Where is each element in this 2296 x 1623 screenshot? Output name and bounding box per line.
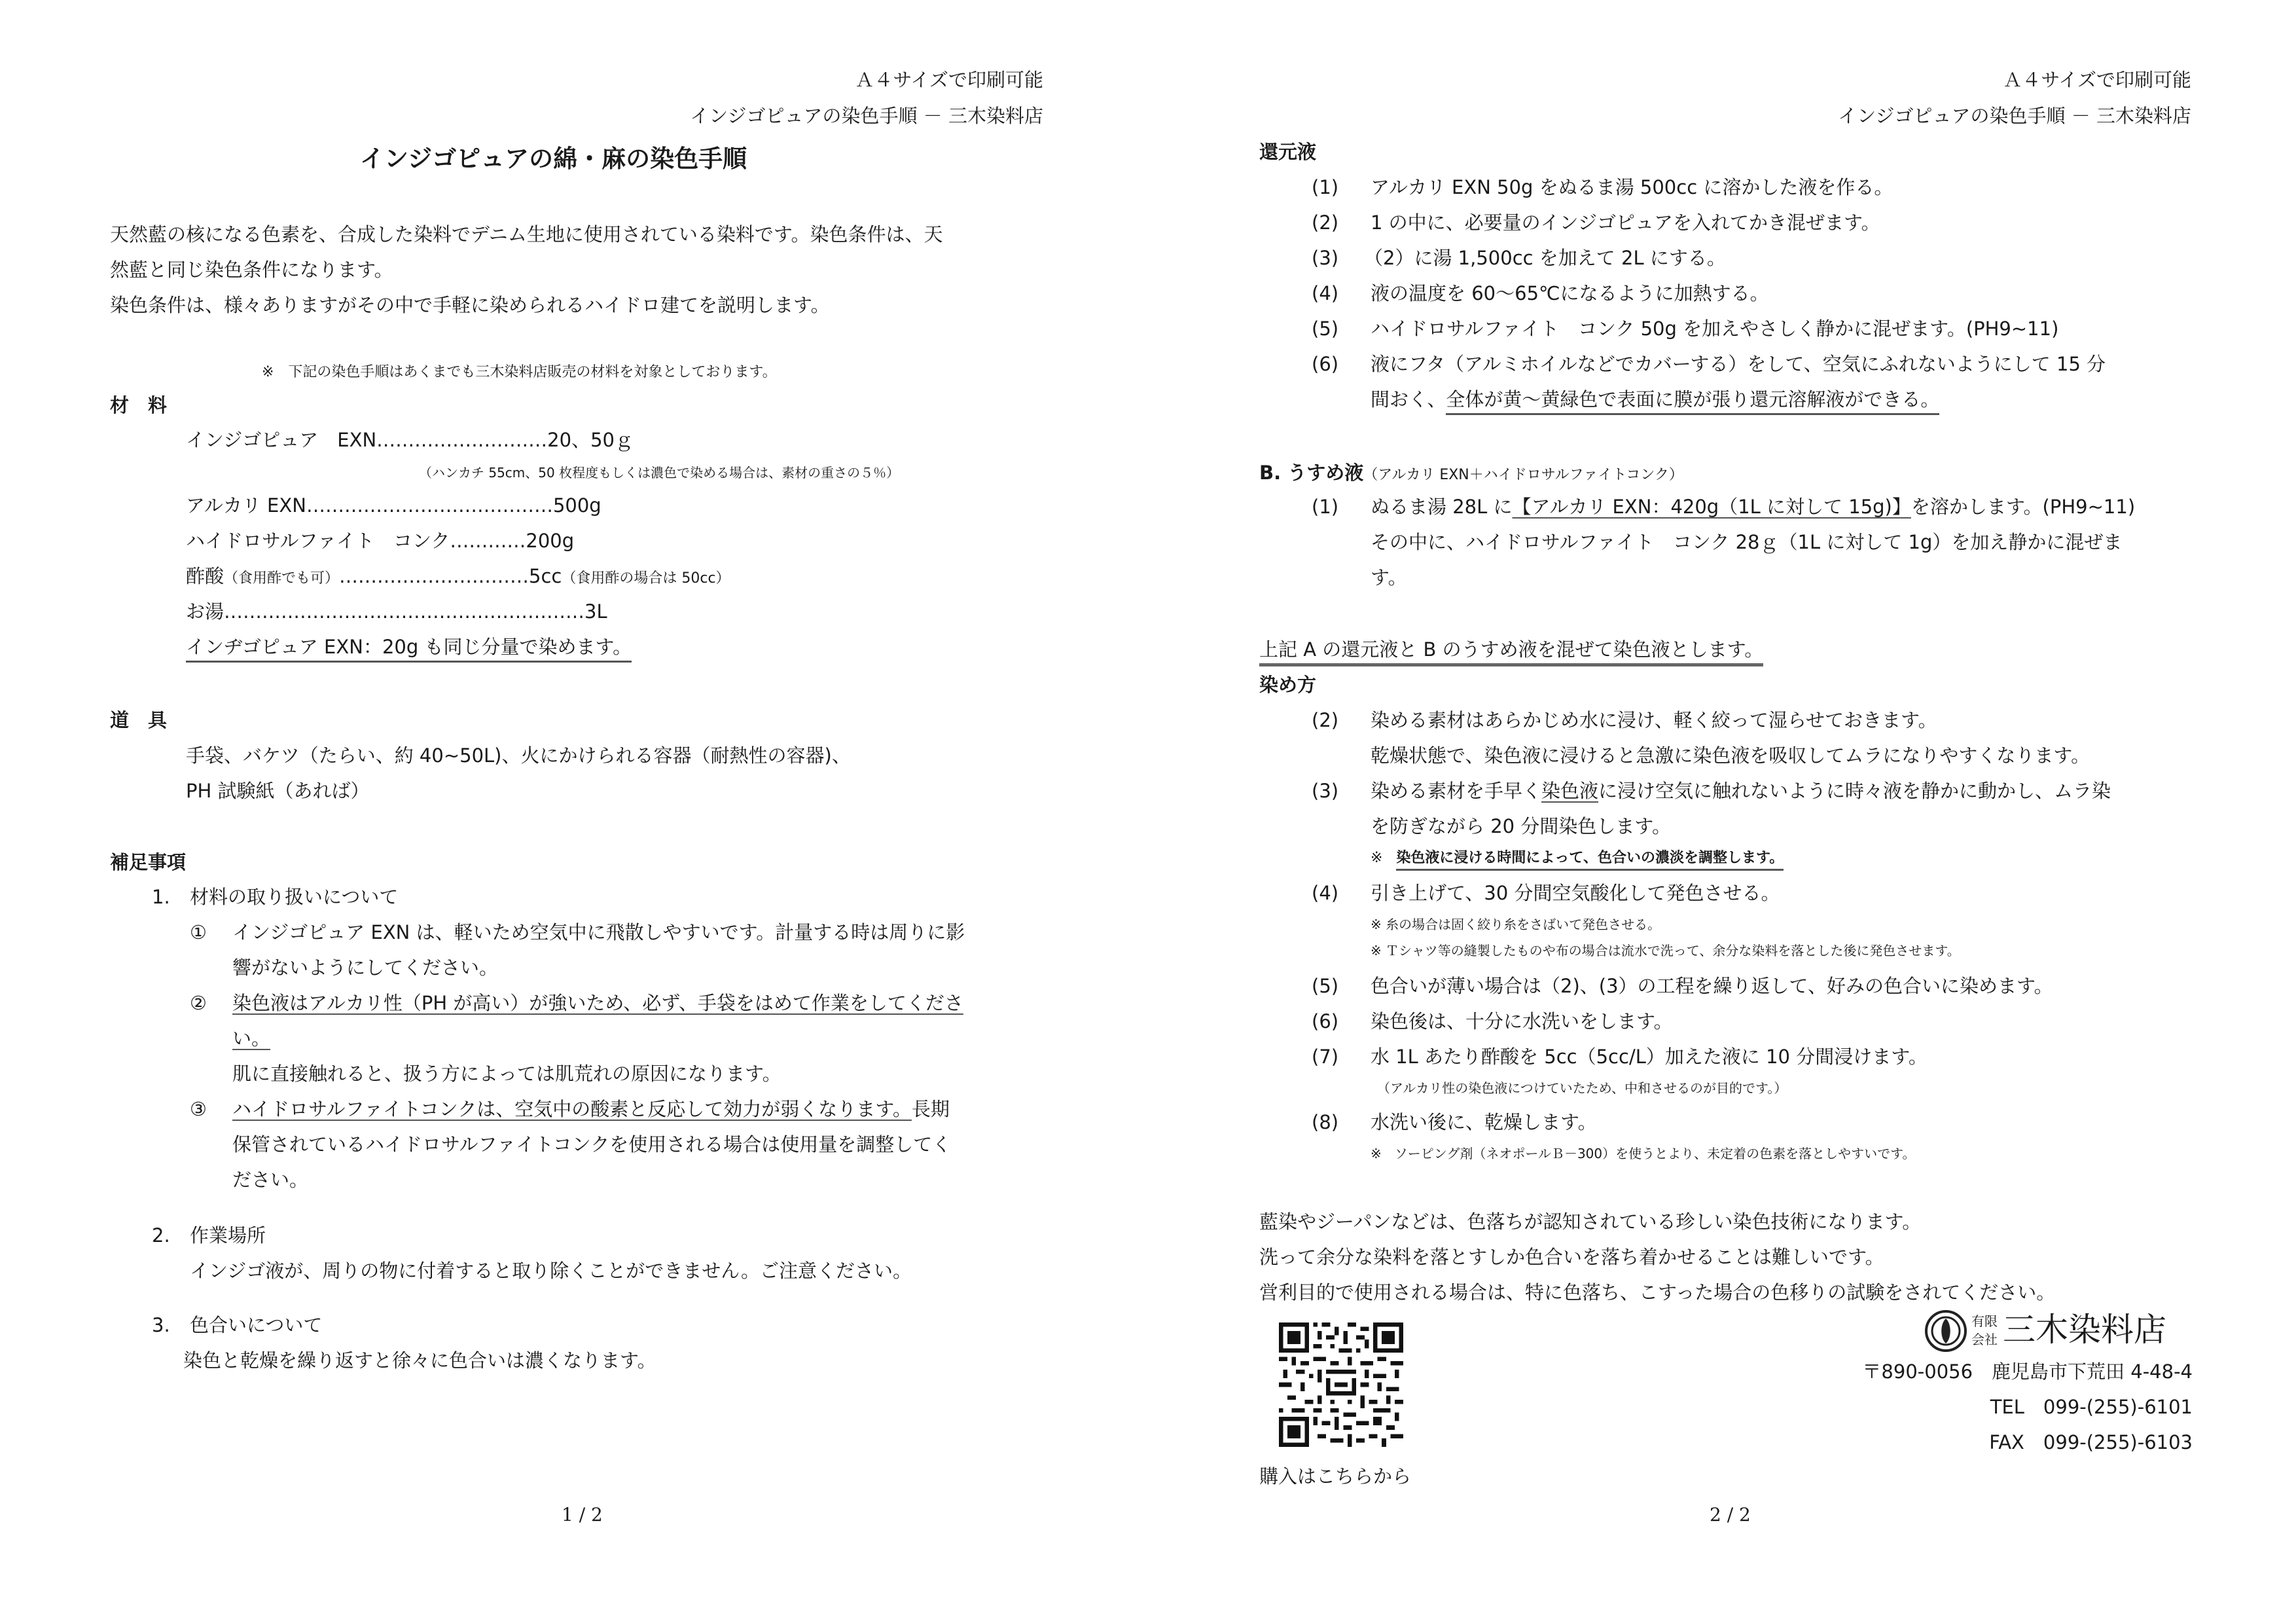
step-text-plain: ぬるま湯 28L に (1371, 496, 1513, 518)
step-text (1371, 498, 2135, 517)
material-amount-note: （食用酢の場合は 50cc） (562, 570, 730, 587)
intro-line-2: 然藍と同じ染色条件になります。 (110, 259, 393, 281)
item-text (232, 1100, 950, 1119)
step-note: （アルカリ性の染色液につけていたため、中和させるのが目的です。） (1377, 1080, 1787, 1096)
step-text (1371, 782, 2111, 801)
header-doc-title: インジゴピュアの染色手順 － 三木染料店 (1838, 105, 2191, 127)
leader-dots: ………………………… (339, 565, 529, 587)
step-text-plain: に浸け空気に触れないように時々液を静かに動かし、ムラ染 (1598, 780, 2111, 802)
dilution-heading (1259, 464, 1683, 483)
dilution-heading-note: （アルカリ EXN＋ハイドロサルファイトコンク） (1363, 467, 1683, 483)
material-amount: 200g (526, 530, 575, 552)
note-text: 染色液に浸ける時間によって、色合いの濃淡を調整します。 (1396, 850, 1784, 871)
leader-dots: ………………………………… (306, 494, 553, 517)
material-amount: 5cc (529, 565, 562, 587)
step-text: を防ぎながら 20 分間染色します。 (1371, 815, 1672, 837)
page-number: 1 / 2 (562, 1504, 603, 1525)
leader-dots: ………… (450, 530, 526, 552)
material-name-note: （食用酢でも可） (224, 570, 340, 587)
leader-dots: ………………………………………………… (224, 600, 585, 623)
step-text-emphasis: 【アルカリ EXN：420g（1L に対して 15g)】 (1512, 496, 1911, 518)
material-amount: 3L (584, 600, 607, 623)
step-text: 水 1L あたり酢酸を 5cc（5cc/L）加えた液に 10 分間浸けます。 (1371, 1046, 1928, 1068)
step-text: 乾燥状態で、染色液に浸けると急激に染色液を吸収してムラになりやすくなります。 (1371, 744, 2090, 767)
step-text-plain: を溶かします。(PH9~11) (1910, 496, 2136, 518)
section-body: 染色と乾燥を繰り返すと徐々に色合いは濃くなります。 (183, 1349, 656, 1372)
step-text (1371, 390, 1939, 409)
dyeing-heading: 染め方 (1259, 674, 1317, 696)
company-tel[interactable]: TEL 099-(255)-6101 (1990, 1396, 2193, 1418)
header-doc-title: インジゴピュアの染色手順 － 三木染料店 (690, 105, 1043, 127)
step-text: 水洗い後に、乾燥します。 (1371, 1111, 1597, 1133)
section-title: 材料の取り扱いについて (190, 886, 399, 908)
step-number: (1) (1312, 176, 1339, 198)
note-mark: ※ (1371, 850, 1383, 866)
material-name: アルカリ EXN (186, 494, 306, 517)
company-address: 〒890-0056 鹿児島市下荒田 4-48-4 (1862, 1360, 2193, 1383)
item-text: い。 (232, 1027, 271, 1049)
page-2 (1148, 0, 2296, 1623)
step-number: (1) (1312, 496, 1339, 518)
closing-line-1: 藍染やジーパンなどは、色落ちが認知されている珍しい染色技術になります。 (1259, 1211, 1922, 1233)
material-name: 酢酸 (186, 565, 224, 587)
step-number: (5) (1312, 975, 1339, 997)
step-text: アルカリ EXN 50g をぬるま湯 500cc に溶かした液を作る。 (1371, 176, 1893, 198)
section-number: 1. (152, 886, 170, 908)
dilution-heading-text: B. うすめ液 (1259, 462, 1364, 484)
closing-line-3: 営利目的で使用される場合は、特に色落ち、こすった場合の色移りの試験をされてください。 (1259, 1281, 2056, 1304)
material-item (186, 602, 607, 621)
step-note: ※ 糸の場合は固く絞り糸をさばいて発色させる。 (1371, 917, 1661, 932)
step-text: 色合いが薄い場合は（2)、(3）の工程を繰り返して、好みの色合いに染めます。 (1371, 975, 2053, 997)
step-number: (4) (1312, 882, 1339, 904)
item-text-underlined: ハイドロサルファイトコンクは、空気中の酸素と反応して効力が弱くなります。 (232, 1098, 912, 1120)
material-item (186, 532, 574, 551)
material-name: お湯 (186, 600, 224, 623)
mix-note (1259, 640, 1763, 659)
material-name: ハイドロサルファイト コンク (186, 530, 450, 552)
section-body: インジゴ液が、周りの物に付着すると取り除くことができません。ご注意ください。 (190, 1260, 912, 1282)
step-number: (2) (1312, 709, 1339, 731)
header-print-note: Ａ４サイズで印刷可能 (855, 69, 1043, 91)
section-number: 2. (152, 1224, 170, 1247)
item-text: 響がないようにしてください。 (232, 957, 499, 979)
step-number: (2) (1312, 211, 1339, 234)
mix-note-text: 上記 A の還元液と B のうすめ液を混ぜて染色液とします。 (1259, 638, 1763, 666)
supplement-heading: 補足事項 (110, 851, 187, 873)
step-text: 液の温度を 60～65℃になるように加熱する。 (1371, 282, 1769, 304)
item-text: 保管されているハイドロサルファイトコンクを使用される場合は使用量を調整してく (232, 1133, 952, 1156)
step-number: (8) (1312, 1111, 1339, 1133)
material-amount: 500g (552, 494, 601, 517)
step-number: (3) (1312, 780, 1339, 802)
item-text: 肌に直接触れると、扱う方によっては肌荒れの原因になります。 (232, 1063, 781, 1085)
material-item (186, 567, 730, 586)
step-text-emphasis: 染色液 (1541, 780, 1599, 802)
materials-emphasis (186, 638, 632, 657)
step-note (1371, 851, 1784, 866)
item-mark: ③ (190, 1098, 207, 1120)
qr-caption: 購入はこちらから (1259, 1465, 1412, 1487)
section-title: 作業場所 (190, 1224, 266, 1247)
reduction-heading: 還元液 (1259, 141, 1317, 163)
qr-code-icon[interactable] (1279, 1322, 1403, 1447)
disclaimer-note: ※ 下記の染色手順はあくまでも三木染料店販売の材料を対象としております。 (262, 364, 777, 380)
step-number: (4) (1312, 282, 1339, 304)
step-number: (7) (1312, 1046, 1339, 1068)
section-number: 3. (152, 1314, 170, 1336)
step-number: (5) (1312, 318, 1339, 340)
step-text: 液にフタ（アルミホイルなどでカバーする）をして、空気にふれないようにして 15 分 (1371, 353, 2106, 375)
step-text: （2）に湯 1,500cc を加えて 2L にする。 (1364, 247, 1726, 269)
step-text: 1 の中に、必要量のインジゴピュアを入れてかき混ぜます。 (1371, 211, 1880, 234)
page-number: 2 / 2 (1710, 1504, 1751, 1525)
company-logo-icon (1924, 1309, 1967, 1353)
tools-line-1: 手袋、バケツ（たらい、約 40~50L)、火にかけられる容器（耐熱性の容器)、 (186, 744, 851, 767)
company-prefix-top: 有限 (1971, 1313, 1998, 1329)
intro-line-3: 染色条件は、様々ありますがその中で手軽に染められるハイドロ建てを説明します。 (110, 294, 830, 316)
step-text: その中に、ハイドロサルファイト コンク 28ｇ（1L に対して 1g）を加え静かに混ぜま (1371, 531, 2123, 553)
step-text: 染める素材はあらかじめ水に浸け、軽く絞って湿らせておきます。 (1371, 709, 1937, 731)
item-mark: ② (190, 992, 207, 1014)
materials-emphasis-text: インヂゴピュア EXN：20g も同じ分量で染めます。 (186, 636, 632, 663)
section-title: 色合いについて (190, 1314, 323, 1336)
step-text: 引き上げて、30 分間空気酸化して発色させる。 (1371, 882, 1780, 904)
material-item (186, 496, 601, 515)
material-amount: 20、50ｇ (547, 429, 634, 451)
step-note: ※ ソーピング剤（ネオポールＢ－300）を使うとより、未定着の色素を落としやすいです。 (1371, 1146, 1916, 1161)
tools-line-2: PH 試験紙（あれば） (186, 780, 370, 802)
material-item (186, 431, 634, 450)
closing-line-2: 洗って余分な染料を落とすしか色合いを落ち着かせることは難しいです。 (1259, 1246, 1884, 1268)
material-name: インジゴピュア EXN (186, 429, 377, 451)
item-text: ださい。 (232, 1169, 309, 1191)
step-text: す。 (1371, 566, 1407, 589)
company-prefix-bottom: 会社 (1971, 1332, 1998, 1347)
page-title: インジゴピュアの綿・麻の染色手順 (360, 145, 747, 173)
item-text-rest: 長期 (911, 1098, 950, 1120)
materials-heading: 材 料 (110, 394, 168, 416)
step-number: (6) (1312, 353, 1339, 375)
intro-line-1: 天然藍の核になる色素を、合成した染料でデニム生地に使用されている染料です。染色条件は、天 (110, 223, 943, 246)
step-text: 染色後は、十分に水洗いをします。 (1371, 1010, 1673, 1032)
item-mark: ① (190, 921, 207, 943)
step-text-plain: 染める素材を手早く (1371, 780, 1542, 802)
header-print-note: Ａ４サイズで印刷可能 (2003, 69, 2191, 91)
item-text: インジゴピュア EXN は、軽いため空気中に飛散しやすいです。計量する時は周りに影 (232, 921, 965, 943)
step-text: ハイドロサルファイト コンク 50g を加えやさしく静かに混ぜます。(PH9~11) (1371, 318, 2059, 340)
step-text-plain: 間おく、 (1371, 388, 1446, 410)
tools-heading: 道 具 (110, 709, 168, 731)
step-text-emphasis: 全体が黄～黄緑色で表面に膜が張り還元溶解液ができる。 (1446, 388, 1939, 415)
step-note: ※ Ｔシャツ等の縫製したものや布の場合は流水で洗って、余分な染料を落とした後に発色させます。 (1371, 943, 1960, 958)
material-subnote: （ハンカチ 55cm、50 枚程度もしくは濃色で染める場合は、素材の重さの５％） (419, 465, 900, 481)
company-fax: FAX 099-(255)-6103 (1989, 1431, 2193, 1453)
company-name: 三木染料店 (2003, 1311, 2166, 1349)
item-text: 染色液はアルカリ性（PH が高い）が強いため、必ず、手袋をはめて作業をしてくださ (232, 992, 963, 1014)
leader-dots: ……………………… (376, 429, 548, 451)
step-number: (3) (1312, 247, 1339, 269)
step-number: (6) (1312, 1010, 1339, 1032)
